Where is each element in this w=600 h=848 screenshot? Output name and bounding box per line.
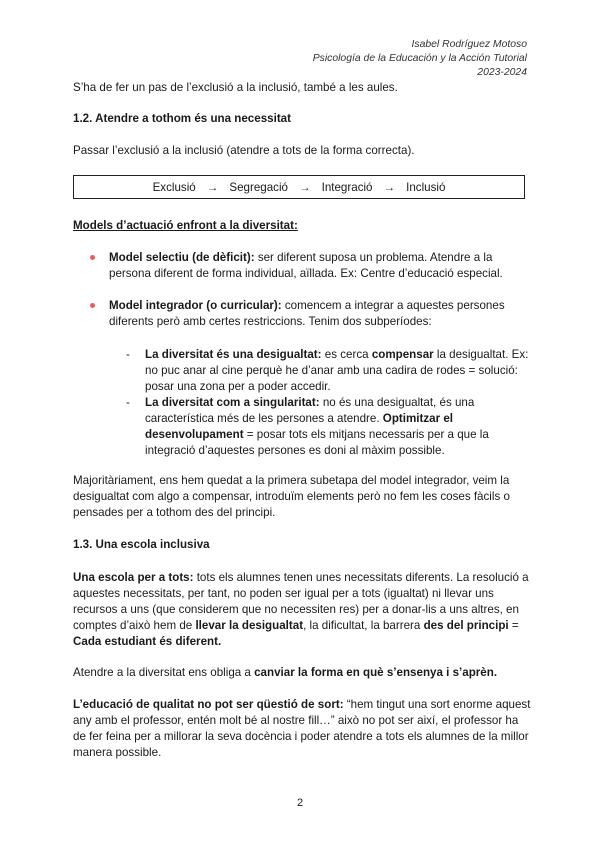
page-header	[313, 38, 527, 80]
sub-item-singularitat	[126, 395, 531, 459]
sub1-text-b: la desigualtat. Ex: no puc anar al cine perquè he d’anar amb una cadira de rodes = solució: posar una zona per a poder accedir.	[145, 348, 529, 393]
sub1-bold: compensar	[371, 348, 434, 361]
dash-marker: -	[126, 348, 130, 361]
p3-term: L’educació de qualitat no pot ser qüestió de sort:	[73, 698, 344, 711]
bullet-dot-icon	[90, 255, 95, 260]
p1-text-a: tots els alumnes tenen unes necessitats diferents. La resolució a aquestes necessitats, per tant, no poden ser igual per a tots (igualtat) ni llevar uns recursos a uns (que considerem que no necessiten res) per a donar-lis a uns altres, en comptes d’això hem de	[73, 571, 529, 632]
header-year: 2023-2024	[477, 67, 527, 78]
majority-paragraph: Majoritàriament, ens hem quedat a la primera subetapa del model integrador, veim la desigualtat com algo a compensar, introduïm elements però no fem les coses fàcils o pensades per a tothom des del principi.	[73, 474, 510, 519]
page-number: 2	[296, 797, 304, 809]
bullet-dot-icon	[90, 303, 95, 308]
sub1-text-a: es cerca	[321, 348, 372, 361]
sub1-term: La diversitat és una desigualtat:	[145, 348, 322, 361]
p1-text-b: , la dificultat, la barrera	[303, 619, 424, 632]
flow-step-integracio: Integració	[321, 180, 373, 194]
header-author: Isabel Rodríguez Motoso	[411, 39, 527, 50]
arrow-icon: →	[206, 180, 219, 194]
escola-per-a-tots-paragraph	[73, 570, 533, 650]
sub-item-desigualtat	[126, 347, 531, 395]
p3-text: “hem tingut una sort enorme aquest any amb el professor, entén molt bé al nostre fill…” això no pot ser així, el professor ha de fer feina per a millorar la seva docència i poder atendre a tots els alumnes de la millor manera possible.	[73, 698, 531, 759]
arrow-icon: →	[299, 180, 311, 194]
p1-text-c: =	[508, 619, 519, 632]
arrow-icon: →	[383, 180, 396, 194]
model-selectiu-term: Model selectiu (de dèficit):	[109, 251, 255, 264]
flow-step-exclusio: Exclusió	[152, 180, 196, 194]
sub2-text-a: no és una desigualtat, és una característica més de les persones a atendre.	[145, 396, 475, 425]
model-selectiu-text: ser diferent suposa un problema. Atendre a la persona diferent de forma individual, aïllada. Ex: Centre d’educació especial.	[109, 251, 503, 280]
p1-term: Una escola per a tots:	[73, 571, 194, 584]
qualitat-paragraph	[73, 697, 533, 761]
section-1-2-title: 1.2. Atendre a tothom és una necessitat	[73, 112, 291, 125]
p1-bold-c: Cada estudiant és diferent.	[73, 635, 222, 648]
inclusion-flow-box	[73, 175, 525, 199]
header-course: Psicología de la Educación y la Acción Tutorial	[312, 53, 527, 64]
flow-step-segregacio: Segregació	[229, 180, 288, 194]
dash-marker: -	[126, 396, 130, 409]
section-1-3-title: 1.3. Una escola inclusiva	[73, 538, 210, 551]
sub2-bold: Optimitzar el desenvolupament	[145, 412, 454, 441]
intro-paragraph: S’ha de fer un pas de l’exclusió a la inclusió, també a les aules.	[73, 81, 398, 94]
bullet-model-selectiu	[90, 250, 530, 282]
models-title: Models d’actuació enfront a la diversitat:	[73, 219, 298, 232]
p2-text: Atendre a la diversitat ens obliga a	[73, 666, 255, 679]
sub2-term: La diversitat com a singularitat:	[145, 396, 320, 409]
section-1-2-text: Passar l’exclusió a la inclusió (atendre a tots de la forma correcta).	[73, 144, 415, 157]
p2-bold: canviar la forma en què s’ensenya i s’aprèn.	[254, 666, 498, 679]
diversitat-paragraph	[73, 665, 533, 681]
p1-bold-a: llevar la desigualtat	[195, 619, 304, 632]
model-integrador-term: Model integrador (o curricular):	[109, 299, 282, 312]
bullet-model-integrador	[90, 298, 530, 330]
flow-step-inclusio: Inclusió	[406, 180, 446, 194]
sub2-text-b: = posar tots els mitjans necessaris per a que la integració d’aquestes persones es doni al màxim possible.	[145, 428, 489, 457]
model-integrador-text: comencem a integrar a aquestes persones diferents però amb certes restriccions. Tenim dos subperíodes:	[109, 299, 505, 328]
p1-bold-b: des del principi	[423, 619, 509, 632]
